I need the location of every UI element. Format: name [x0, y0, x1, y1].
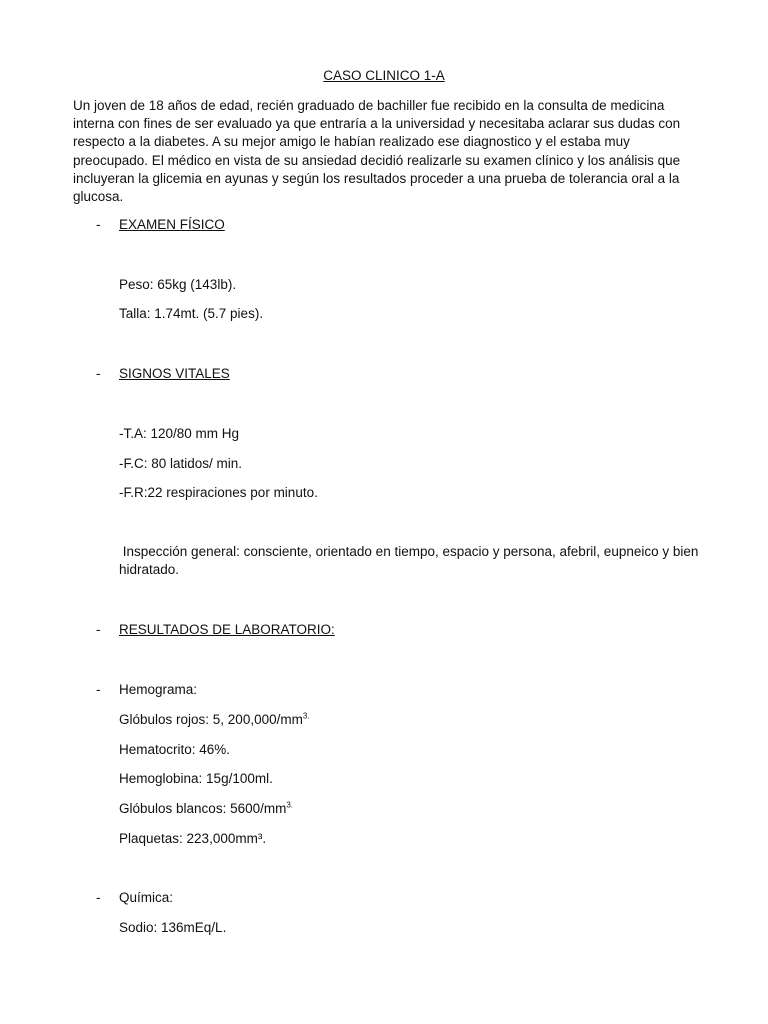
- inspeccion-paragraph: Inspección general: consciente, orientado en tiempo, espacio y persona, afebril, eupneico y bien hidratado.: [119, 544, 703, 577]
- hematocrito-line: Hematocrito: 46%.: [119, 742, 231, 757]
- globulos-blancos-line: [119, 800, 293, 817]
- bullet-dash: -: [96, 682, 101, 697]
- globulos-rojos-line: [119, 711, 310, 728]
- globulos-blancos-text: Glóbulos blancos: 5600/mm: [119, 801, 287, 816]
- talla-line: Talla: 1.74mt. (5.7 pies).: [119, 306, 264, 321]
- fr-line: -F.R:22 respiraciones por minuto.: [119, 485, 318, 500]
- signos-vitales-heading: SIGNOS VITALES: [119, 366, 230, 381]
- bullet-dash: -: [96, 622, 101, 637]
- hemoglobina-line: Hemoglobina: 15g/100ml.: [119, 771, 273, 786]
- quimica-heading: Química:: [119, 890, 174, 905]
- examen-fisico-heading: EXAMEN FÍSICO: [119, 217, 225, 232]
- bullet-dash: -: [96, 217, 101, 232]
- globulos-rojos-superscript: 3.: [302, 711, 310, 721]
- bullet-dash: -: [96, 890, 101, 905]
- intro-paragraph: Un joven de 18 años de edad, recién graduado de bachiller fue recibido en la consulta de medicina interna con fines de ser evaluado ya que entraría a la universidad y necesitaba aclarar sus dudas con respecto a la diabetes. A su mejor amigo le habían realizado ese diagnostico y el estaba muy preocupado. El médico en vista de su ansiedad decidió realizarle su examen clínico y los análisis que incluyeran la glicemia en ayunas y según los resultados proceder a una prueba de tolerancia oral a la glucosa.: [73, 98, 681, 205]
- ta-line: -T.A: 120/80 mm Hg: [119, 426, 240, 441]
- globulos-rojos-text: Glóbulos rojos: 5, 200,000/mm: [119, 712, 303, 727]
- laboratorio-heading: RESULTADOS DE LABORATORIO:: [119, 622, 335, 637]
- globulos-blancos-superscript: 3.: [286, 800, 294, 810]
- hemograma-heading: Hemograma:: [119, 682, 198, 697]
- sodio-line: Sodio: 136mEq/L.: [119, 920, 227, 935]
- bullet-dash: -: [96, 366, 101, 381]
- peso-line: Peso: 65kg (143lb).: [119, 277, 237, 292]
- document-title: CASO CLINICO 1-A: [323, 68, 445, 83]
- plaquetas-line: Plaquetas: 223,000mm³.: [119, 831, 267, 846]
- fc-line: -F.C: 80 latidos/ min.: [119, 456, 243, 471]
